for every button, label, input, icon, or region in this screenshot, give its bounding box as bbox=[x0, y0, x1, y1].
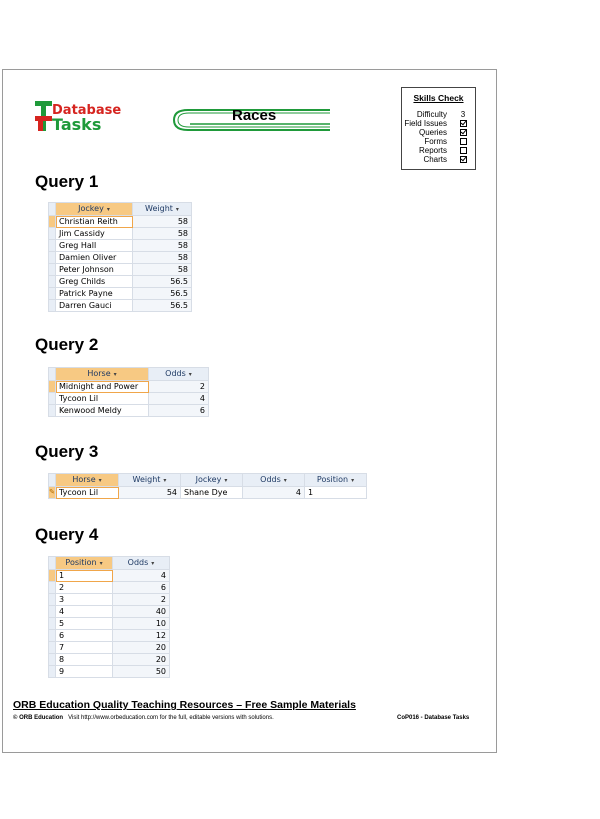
table-row: Kenwood Meldy 6 bbox=[49, 405, 209, 417]
column-header-weight[interactable]: Weight ▾ bbox=[133, 203, 192, 216]
row-selector[interactable] bbox=[49, 381, 56, 393]
logo-line1: Database bbox=[52, 103, 122, 118]
select-all-corner[interactable] bbox=[49, 557, 56, 570]
dropdown-arrow-icon: ▾ bbox=[283, 477, 287, 484]
row-selector[interactable] bbox=[49, 570, 56, 582]
checked-box-icon bbox=[460, 156, 467, 163]
dropdown-arrow-icon: ▾ bbox=[351, 477, 355, 484]
column-header-position[interactable]: Position ▾ bbox=[56, 557, 113, 570]
dropdown-arrow-icon: ▾ bbox=[151, 560, 155, 567]
row-selector[interactable] bbox=[49, 276, 56, 288]
table-row: 3 2 bbox=[49, 594, 170, 606]
column-header-jockey[interactable]: Jockey ▾ bbox=[56, 203, 133, 216]
dropdown-arrow-icon: ▾ bbox=[113, 371, 117, 378]
table-row: 8 20 bbox=[49, 654, 170, 666]
skills-check-panel bbox=[401, 87, 476, 170]
row-selector[interactable] bbox=[49, 405, 56, 417]
skill-reports: Reports bbox=[402, 146, 475, 155]
dropdown-arrow-icon: ▾ bbox=[99, 560, 103, 567]
difficulty-value: 3 bbox=[460, 110, 466, 119]
query2-datasheet bbox=[48, 367, 209, 417]
row-selector[interactable] bbox=[49, 300, 56, 312]
dropdown-arrow-icon: ▾ bbox=[106, 206, 110, 213]
unchecked-box-icon bbox=[460, 138, 467, 145]
query3-title: Query 3 bbox=[35, 442, 99, 461]
checked-box-icon bbox=[460, 120, 467, 127]
footer-code: CoP016 - Database Tasks bbox=[397, 715, 470, 721]
table-row: 5 10 bbox=[49, 618, 170, 630]
footer-note bbox=[13, 715, 274, 721]
pencil-edit-icon[interactable]: ✎ bbox=[49, 487, 56, 499]
table-row: Peter Johnson 58 bbox=[49, 264, 192, 276]
row-selector[interactable] bbox=[49, 216, 56, 228]
footer-visit-text: Visit http://www.orbeducation.com for the full, editable versions with solutions. bbox=[68, 715, 274, 721]
table-row: 7 20 bbox=[49, 642, 170, 654]
row-selector[interactable] bbox=[49, 228, 56, 240]
row-selector[interactable] bbox=[49, 666, 56, 678]
table-row: Damien Oliver 58 bbox=[49, 252, 192, 264]
row-selector[interactable] bbox=[49, 606, 56, 618]
column-header-odds[interactable]: Odds ▾ bbox=[243, 474, 305, 487]
row-selector[interactable] bbox=[49, 240, 56, 252]
column-header-odds[interactable]: Odds ▾ bbox=[149, 368, 209, 381]
skill-charts: Charts bbox=[402, 155, 475, 164]
row-selector[interactable] bbox=[49, 288, 56, 300]
table-row: ✎ Tycoon Lil 54 Shane Dye 4 1 bbox=[49, 487, 367, 499]
skill-field-issues: Field Issues bbox=[402, 119, 475, 128]
row-selector[interactable] bbox=[49, 654, 56, 666]
column-header-odds[interactable]: Odds ▾ bbox=[113, 557, 170, 570]
row-selector[interactable] bbox=[49, 393, 56, 405]
column-header-position[interactable]: Position ▾ bbox=[305, 474, 367, 487]
query4-datasheet bbox=[48, 556, 170, 678]
table-row: Darren Gauci 56.5 bbox=[49, 300, 192, 312]
footer-copyright: © ORB Education bbox=[13, 715, 64, 721]
table-row: Tycoon Lil 4 bbox=[49, 393, 209, 405]
select-all-corner[interactable] bbox=[49, 203, 56, 216]
column-header-horse[interactable]: Horse ▾ bbox=[56, 474, 119, 487]
query4-title: Query 4 bbox=[35, 525, 99, 544]
query1-title: Query 1 bbox=[35, 172, 99, 191]
row-selector[interactable] bbox=[49, 252, 56, 264]
skill-queries: Queries bbox=[402, 128, 475, 137]
dropdown-arrow-icon: ▾ bbox=[175, 206, 179, 213]
select-all-corner[interactable] bbox=[49, 368, 56, 381]
table-row: Patrick Payne 56.5 bbox=[49, 288, 192, 300]
table-row: Midnight and Power 2 bbox=[49, 381, 209, 393]
logo-line2: Tasks bbox=[52, 115, 102, 133]
database-tasks-logo bbox=[35, 99, 127, 133]
row-selector[interactable] bbox=[49, 582, 56, 594]
column-header-jockey[interactable]: Jockey ▾ bbox=[181, 474, 243, 487]
table-row: Christian Reith 58 bbox=[49, 216, 192, 228]
column-header-horse[interactable]: Horse ▾ bbox=[56, 368, 149, 381]
table-row: 6 12 bbox=[49, 630, 170, 642]
table-row: 9 50 bbox=[49, 666, 170, 678]
row-selector[interactable] bbox=[49, 264, 56, 276]
row-selector[interactable] bbox=[49, 618, 56, 630]
select-all-corner[interactable] bbox=[49, 474, 56, 487]
query3-datasheet bbox=[48, 473, 367, 499]
skills-check-heading: Skills Check bbox=[413, 93, 464, 103]
dropdown-arrow-icon: ▾ bbox=[224, 477, 228, 484]
table-row: 2 6 bbox=[49, 582, 170, 594]
page-title: Races bbox=[232, 107, 277, 124]
dropdown-arrow-icon: ▾ bbox=[163, 477, 167, 484]
row-selector[interactable] bbox=[49, 642, 56, 654]
table-row: 4 40 bbox=[49, 606, 170, 618]
skill-difficulty: Difficulty 3 bbox=[402, 110, 475, 119]
dropdown-arrow-icon: ▾ bbox=[98, 477, 102, 484]
row-selector[interactable] bbox=[49, 594, 56, 606]
query1-datasheet bbox=[48, 202, 192, 312]
table-row: Greg Hall 58 bbox=[49, 240, 192, 252]
column-header-weight[interactable]: Weight ▾ bbox=[119, 474, 181, 487]
table-row: 1 4 bbox=[49, 570, 170, 582]
unchecked-box-icon bbox=[460, 147, 467, 154]
table-row: Greg Childs 56.5 bbox=[49, 276, 192, 288]
query2-title: Query 2 bbox=[35, 335, 99, 354]
checked-box-icon bbox=[460, 129, 467, 136]
table-row: Jim Cassidy 58 bbox=[49, 228, 192, 240]
row-selector[interactable] bbox=[49, 630, 56, 642]
skill-forms: Forms bbox=[402, 137, 475, 146]
footer-title: ORB Education Quality Teaching Resources – Free Sample Materials bbox=[13, 699, 356, 711]
dropdown-arrow-icon: ▾ bbox=[188, 371, 192, 378]
